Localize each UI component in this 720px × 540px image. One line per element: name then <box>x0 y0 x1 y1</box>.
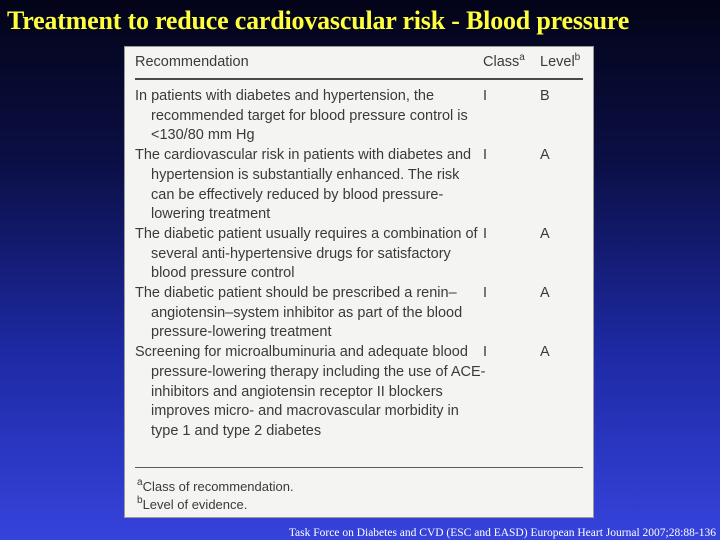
table-row <box>135 284 583 343</box>
header-recommendation: Recommendation <box>135 54 249 70</box>
table-row <box>135 87 583 146</box>
row-recommendation: The cardiovascular risk in patients with diabetes and hypertension is substantially enhanced. The risk can be effectively reduced by blood pressure-lowering treatment <box>135 147 472 223</box>
row-class: I <box>483 147 488 164</box>
row-level: A <box>540 225 550 242</box>
header-level <box>540 54 580 70</box>
row-level: B <box>540 88 550 104</box>
row-recommendation: In patients with diabetes and hypertension, the recommended target for blood pressure control is <130/80 mm Hg <box>135 88 468 144</box>
footnote-text: Class of recommendation. <box>142 479 294 494</box>
table-body <box>135 87 583 442</box>
footnote-marker: a <box>137 477 143 488</box>
table-footnotes <box>135 467 583 514</box>
footnote <box>135 496 583 514</box>
table-row <box>135 146 583 225</box>
row-class: I <box>483 88 488 104</box>
slide-title: Treatment to reduce cardiovascular risk - Blood pressure <box>7 6 630 35</box>
footnote <box>135 478 583 496</box>
table-header <box>135 50 583 80</box>
header-class-label: Class <box>483 54 520 70</box>
footnote-text: Level of evidence. <box>142 497 248 512</box>
row-recommendation: The diabetic patient should be prescribed a renin–angiotensin–system inhibitor as part of the blood pressure-lowering treatment <box>135 285 463 341</box>
row-class: I <box>483 285 488 302</box>
table-row <box>135 343 583 442</box>
row-level: A <box>540 285 550 302</box>
row-class: I <box>483 225 488 242</box>
footnote-marker: b <box>137 495 143 506</box>
row-recommendation: The diabetic patient usually requires a combination of several anti-hypertensive drugs for satisfactory blood pressure control <box>135 225 478 282</box>
row-level: A <box>540 344 550 361</box>
row-level: A <box>540 147 550 164</box>
header-level-sup: b <box>574 52 581 63</box>
header-class-sup: a <box>519 52 525 63</box>
header-level-label: Level <box>540 54 575 70</box>
header-class <box>483 54 525 70</box>
source-citation: Task Force on Diabetes and CVD (ESC and EASD) European Heart Journal 2007;28:88-136 <box>288 527 716 539</box>
row-recommendation: Screening for microalbuminuria and adequate blood pressure-lowering therapy including the use of ACE-inhibitors and angiotensin receptor II blockers improves micro- and macrovascular morbidity in type 1 and type 2 diabetes <box>135 344 486 439</box>
recommendations-table <box>124 46 594 518</box>
row-class: I <box>483 344 488 361</box>
table-row <box>135 225 583 284</box>
